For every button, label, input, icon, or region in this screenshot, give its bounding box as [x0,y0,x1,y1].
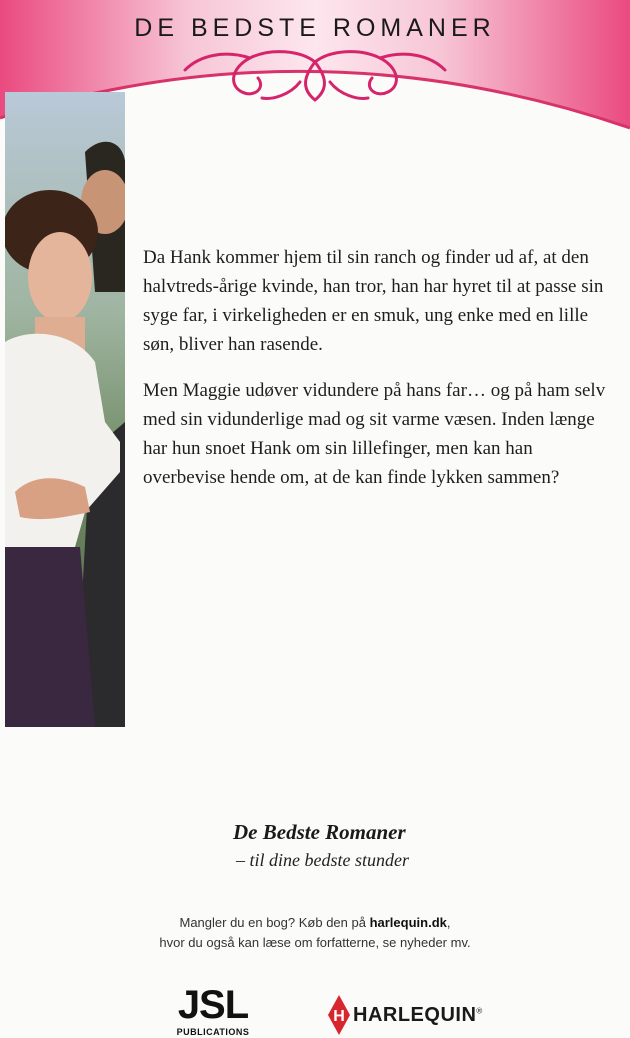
purchase-info-prefix: Mangler du en bog? Køb den på [179,915,370,930]
couple-photo-graphic [5,92,125,727]
purchase-info-suffix: , [446,915,451,930]
harlequin-logo [328,995,483,1035]
series-title: DE BEDSTE ROMANER [134,14,496,42]
purchase-info-line-2: hvor du også kan læse om forfatterne, se nyheder mv. [159,935,471,950]
registered-mark: ® [476,1005,483,1015]
purchase-info [0,913,630,953]
blurb [143,243,613,509]
blurb-paragraph-2: Men Maggie udøver vidundere på hans far… og på ham selv med sin vidunderlige mad og sit varme væsen. Inden længe har hun snoet Hank om sin lillefinger, men kan han overbevise hende om, at de kan finde lykken sammen? [143,380,606,488]
harlequin-wordmark [353,1004,483,1027]
purchase-info-line-1 [0,913,630,933]
tagline-main: De Bedste Romaner [233,820,406,844]
harlequin-diamond-letter: H [333,1008,345,1025]
harlequin-diamond-icon [328,995,350,1035]
jsl-logo-main: JSL [177,983,249,1027]
tagline-sub: – til dine bedste stunder [236,850,409,870]
jsl-logo [168,985,258,1037]
cover-photo [5,92,125,727]
jsl-logo-sub: PUBLICATIONS [176,1027,250,1037]
harlequin-link[interactable]: harlequin.dk [369,915,447,930]
blurb-paragraph-1: Da Hank kommer hjem til sin ranch og finder ud af, at den halvtreds-årige kvinde, han tror, han har hyret til at passe sin syge far, i virkeligheden er en smuk, ung enke med en lille søn, bliver han rasende. [143,247,604,355]
harlequin-wordmark-text: HARLEQUIN [353,1003,477,1026]
